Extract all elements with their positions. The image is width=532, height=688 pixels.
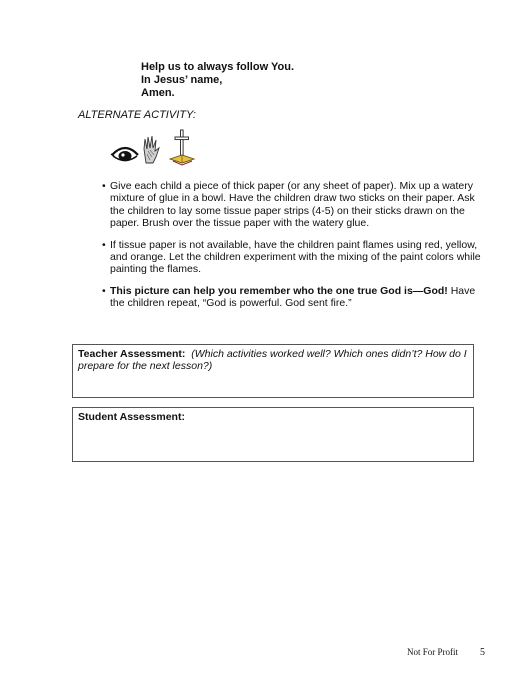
activity-text: Give each child a piece of thick paper (or any sheet of paper). Mix up a watery mixture of glue in a bowl. Have the children draw two sticks on their paper. Ask the children to lay some tissue paper strips (4-5) on their sticks drawn on the paper. Brush over the tissue paper with the watery glue.: [110, 180, 475, 230]
activity-list: [102, 180, 482, 319]
eye-icon: [111, 148, 138, 161]
prayer-line-3: Amen.: [141, 87, 175, 99]
page-footer: [407, 647, 485, 658]
prayer-line-2: In Jesus’ name,: [141, 74, 223, 86]
activity-text: If tissue paper is not available, have the children paint flames using red, yellow, and orange. Let the children experiment with the mixing of the paint colors while painting the flames.: [110, 238, 481, 276]
hand-icon: [144, 136, 159, 163]
closing-prayer: [141, 61, 294, 100]
page-number: 5: [480, 647, 485, 658]
prayer-line-1: Help us to always follow You.: [141, 61, 295, 73]
list-item: [102, 285, 482, 310]
student-assessment-label: Student Assessment:: [78, 411, 185, 423]
cross-bible-icon: [170, 130, 194, 165]
activity-text: Have the children repeat, “God is powerful. God sent fire.”: [110, 284, 476, 310]
list-item: [102, 180, 482, 230]
alternate-activity-heading: ALTERNATE ACTIVITY:: [78, 109, 196, 121]
student-assessment-box[interactable]: [72, 407, 474, 462]
bullet-icon: •: [102, 284, 106, 297]
activity-icons: [110, 127, 200, 167]
footer-text: Not For Profit: [407, 647, 459, 657]
teacher-assessment-prompt: (Which activities worked well? Which ones didn’t? How do I prepare for the next lesson?): [78, 348, 467, 373]
bullet-icon: •: [102, 180, 106, 192]
teacher-assessment-box[interactable]: [72, 344, 474, 398]
teacher-assessment-label: Teacher Assessment:: [78, 348, 186, 360]
bullet-icon: •: [102, 238, 106, 251]
activity-text-emphasis: This picture can help you remember who the one true God is—God!: [110, 284, 448, 297]
list-item: [102, 239, 482, 276]
